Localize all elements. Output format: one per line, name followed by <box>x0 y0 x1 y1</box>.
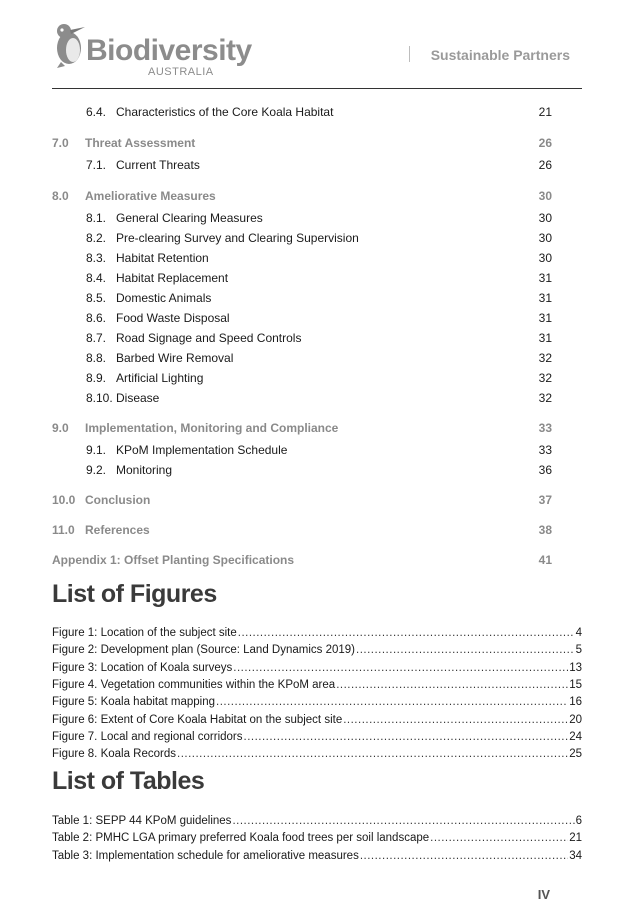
toc-page: 30 <box>538 251 552 265</box>
bird-icon <box>52 22 88 68</box>
toc-section-heading[interactable] <box>52 420 552 436</box>
figure-entry-label: Figure 1: Location of the subject site <box>52 627 237 639</box>
toc-entry[interactable] <box>52 157 552 173</box>
toc-title: KPoM Implementation Schedule <box>116 443 288 457</box>
figure-entry-label: Figure 4. Vegetation communities within the KPoM area <box>52 678 336 691</box>
dot-leader <box>244 729 569 745</box>
table-entry-label: Table 3: Implementation schedule for ameliorative measures <box>52 849 359 862</box>
table-entry-label: Table 2: PMHC LGA primary preferred Koala food trees per soil landscape <box>52 832 430 845</box>
toc-page: 30 <box>538 189 552 203</box>
toc-number: 6.4. <box>86 105 107 119</box>
toc-page: 33 <box>538 421 552 435</box>
dot-leader <box>343 712 568 728</box>
toc-entry[interactable] <box>52 462 552 478</box>
figure-entry-page: 16 <box>569 696 582 709</box>
toc-title: Habitat Replacement <box>116 271 229 285</box>
figure-entry-label: Figure 5: Koala habitat mapping <box>52 696 216 709</box>
toc-section-heading[interactable] <box>52 188 552 204</box>
toc-page: 32 <box>538 391 552 405</box>
toc-page: 41 <box>538 553 552 567</box>
toc-entry[interactable] <box>52 210 552 226</box>
toc-entry[interactable] <box>52 230 552 246</box>
toc-page: 30 <box>538 211 552 225</box>
tables-heading: List of Tables <box>52 767 205 795</box>
figure-entry[interactable] <box>52 660 582 676</box>
toc-page: 32 <box>538 351 552 365</box>
toc-title: Conclusion <box>85 493 151 507</box>
toc-section-heading[interactable] <box>52 522 552 538</box>
toc-entry[interactable] <box>52 310 552 326</box>
logo-subtitle: AUSTRALIA <box>148 66 214 78</box>
figure-entry-label: Figure 7. Local and regional corridors <box>52 730 243 743</box>
toc-number: 8.7. <box>86 331 107 345</box>
figure-entry[interactable] <box>52 694 582 710</box>
biodiversity-logo <box>52 20 252 82</box>
toc-title: Ameliorative Measures <box>85 189 216 203</box>
dot-leader <box>177 746 568 762</box>
toc-page: 31 <box>538 331 552 345</box>
toc-number: 8.5. <box>86 291 107 305</box>
toc-title: Food Waste Disposal <box>116 311 230 325</box>
toc-number: 9.1. <box>86 443 107 457</box>
figure-entry[interactable] <box>52 625 582 641</box>
toc-number: 8.0 <box>52 189 69 203</box>
toc-number: 8.10. <box>86 391 113 405</box>
toc-number: 9.0 <box>52 421 69 435</box>
toc-entry[interactable] <box>52 350 552 366</box>
toc-page: 37 <box>538 493 552 507</box>
toc-section-heading[interactable] <box>52 552 552 568</box>
toc-number: 8.3. <box>86 251 107 265</box>
toc-number: 7.0 <box>52 136 69 150</box>
header-divider <box>409 46 410 62</box>
toc-number: 8.1. <box>86 211 107 225</box>
toc-page: 30 <box>538 231 552 245</box>
table-entry[interactable] <box>52 813 582 829</box>
table-entry-page: 6 <box>575 815 582 827</box>
toc-title: General Clearing Measures <box>116 211 263 225</box>
toc-page: 21 <box>538 105 552 119</box>
dot-leader <box>216 694 568 710</box>
toc-title: Pre-clearing Survey and Clearing Supervision <box>116 231 359 245</box>
toc-page: 36 <box>538 463 552 477</box>
figure-entry[interactable] <box>52 746 582 762</box>
toc-number: 8.8. <box>86 351 107 365</box>
toc-number: 10.0 <box>52 493 76 507</box>
figure-entry[interactable] <box>52 677 582 693</box>
logo-wordmark: Biodiversity <box>86 34 252 67</box>
table-entry[interactable] <box>52 848 582 864</box>
page-number: IV <box>537 887 550 902</box>
toc-title: Appendix 1: Offset Planting Specifications <box>52 553 295 567</box>
toc-title: References <box>85 523 150 537</box>
toc-title: Monitoring <box>116 463 173 477</box>
figure-entry-label: Figure 8. Koala Records <box>52 748 177 761</box>
toc-page: 33 <box>538 443 552 457</box>
toc-entry[interactable] <box>52 104 552 120</box>
toc-entry[interactable] <box>52 442 552 458</box>
figure-entry-page: 4 <box>575 627 582 639</box>
dot-leader <box>232 813 574 829</box>
toc-page: 31 <box>538 291 552 305</box>
dot-leader <box>336 677 568 693</box>
toc-title: Threat Assessment <box>85 136 196 150</box>
figure-entry-label: Figure 2: Development plan (Source: Land Dynamics 2019) <box>52 644 355 657</box>
header-tagline: Sustainable Partners <box>430 47 570 63</box>
toc-entry[interactable] <box>52 330 552 346</box>
table-entry-label: Table 1: SEPP 44 KPoM guidelines <box>52 815 232 827</box>
toc-entry[interactable] <box>52 290 552 306</box>
figure-entry-page: 20 <box>569 713 582 726</box>
toc-title: Road Signage and Speed Controls <box>116 331 302 345</box>
toc-page: 31 <box>538 271 552 285</box>
toc-title: Disease <box>116 391 160 405</box>
header-rule <box>52 88 582 89</box>
toc-title: Implementation, Monitoring and Compliance <box>85 421 339 435</box>
figures-heading: List of Figures <box>52 580 217 608</box>
toc-page: 31 <box>538 311 552 325</box>
toc-entry[interactable] <box>52 390 552 406</box>
table-entry-page: 34 <box>569 849 582 862</box>
toc-title: Artificial Lighting <box>116 371 204 385</box>
figure-entry[interactable] <box>52 642 582 658</box>
figure-entry-page: 25 <box>569 748 582 761</box>
toc-page: 26 <box>538 158 552 172</box>
toc-title: Current Threats <box>116 158 200 172</box>
toc-entry[interactable] <box>52 370 552 386</box>
toc-number: 8.9. <box>86 371 107 385</box>
table-entry-page: 21 <box>569 832 582 845</box>
toc-section-heading[interactable] <box>52 492 552 508</box>
toc-section-heading[interactable] <box>52 135 552 151</box>
dot-leader <box>430 830 568 846</box>
toc-number: 8.4. <box>86 271 107 285</box>
figure-entry-page: 13 <box>569 661 582 674</box>
toc-number: 11.0 <box>52 523 75 537</box>
dot-leader <box>360 848 568 864</box>
figure-entry-label: Figure 3: Location of Koala surveys <box>52 661 233 674</box>
figure-entry[interactable] <box>52 729 582 745</box>
figure-entry-label: Figure 6: Extent of Core Koala Habitat on the subject site <box>52 713 343 726</box>
toc-number: 8.2. <box>86 231 107 245</box>
figure-entry[interactable] <box>52 712 582 728</box>
toc-number: 7.1. <box>86 158 107 172</box>
toc-page: 38 <box>538 523 552 537</box>
figure-entry-page: 5 <box>575 644 582 657</box>
dot-leader <box>233 660 568 676</box>
toc-number: 8.6. <box>86 311 107 325</box>
toc-title: Barbed Wire Removal <box>116 351 234 365</box>
dot-leader <box>356 642 575 658</box>
figure-entry-page: 15 <box>569 678 582 691</box>
toc-number: 9.2. <box>86 463 107 477</box>
toc-page: 26 <box>538 136 552 150</box>
table-entry[interactable] <box>52 830 582 846</box>
toc-title: Characteristics of the Core Koala Habitat <box>116 105 334 119</box>
toc-entry[interactable] <box>52 250 552 266</box>
toc-entry[interactable] <box>52 270 552 286</box>
toc-page: 32 <box>538 371 552 385</box>
toc-title: Habitat Retention <box>116 251 209 265</box>
dot-leader <box>238 625 575 641</box>
figure-entry-page: 24 <box>569 730 582 743</box>
toc-title: Domestic Animals <box>116 291 212 305</box>
